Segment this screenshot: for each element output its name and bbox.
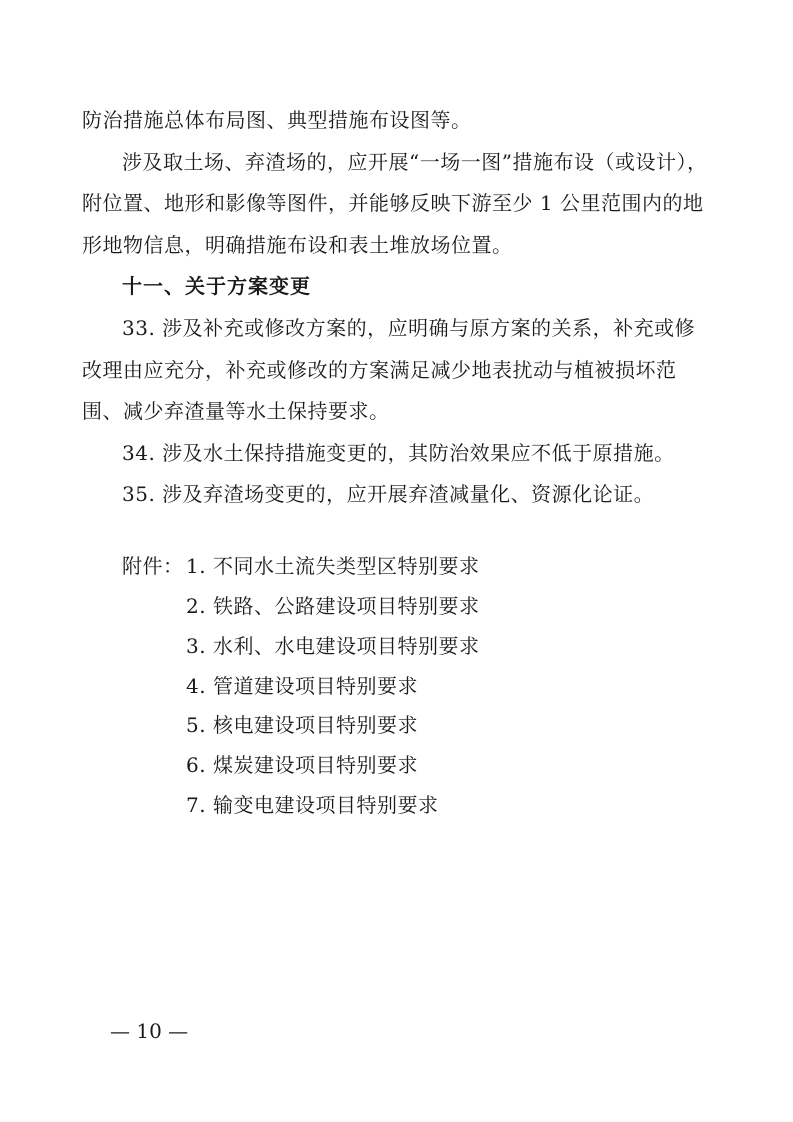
body-line-6: 改理由应充分，补充或修改的方案满足减少地表扰动与植被损坏范: [82, 358, 677, 382]
body-line-7: 围、减少弃渣量等水土保持要求。: [82, 399, 390, 423]
attachment-item-3: 3. 水利、水电建设项目特别要求: [186, 634, 480, 658]
body-line-3: 附位置、地形和影像等图件，并能够反映下游至少 1 公里范围内的地: [82, 191, 704, 215]
attachment-item-7: 7. 输变电建设项目特别要求: [186, 793, 439, 817]
attachment-item-2: 2. 铁路、公路建设项目特别要求: [186, 594, 480, 618]
body-line-8: 34. 涉及水土保持措施变更的，其防治效果应不低于原措施。: [122, 441, 675, 465]
attachment-item-5: 5. 核电建设项目特别要求: [186, 713, 418, 737]
section-heading: 十一、关于方案变更: [122, 274, 311, 298]
body-line-2: 涉及取土场、弃渣场的，应开展“一场一图”措施布设（或设计），: [122, 150, 708, 174]
attachment-item-4: 4. 管道建设项目特别要求: [186, 674, 418, 698]
attachment-item-1: 1. 不同水土流失类型区特别要求: [186, 554, 480, 578]
attachment-item-6: 6. 煤炭建设项目特别要求: [186, 753, 418, 777]
body-line-9: 35. 涉及弃渣场变更的，应开展弃渣减量化、资源化论证。: [122, 482, 655, 506]
attachments-label: 附件：: [122, 554, 184, 578]
body-line-1: 防治措施总体布局图、典型措施布设图等。: [82, 108, 472, 132]
body-line-5: 33. 涉及补充或修改方案的，应明确与原方案的关系，补充或修: [122, 316, 696, 340]
body-line-4: 形地物信息，明确措施布设和表土堆放场位置。: [82, 233, 513, 257]
page-number: — 10 —: [110, 1019, 189, 1043]
